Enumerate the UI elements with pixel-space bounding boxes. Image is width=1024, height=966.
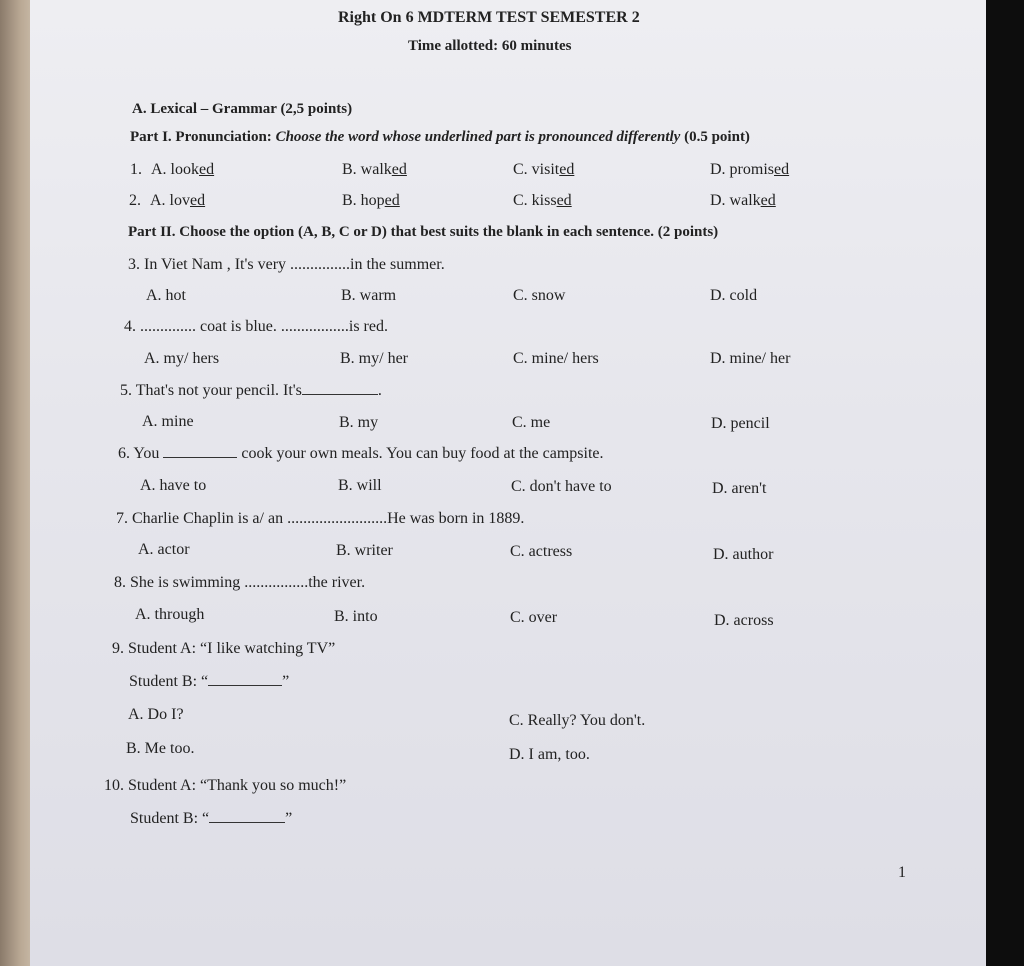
q9-option-c: C. Really? You don't.: [509, 712, 646, 729]
section-a-heading: A. Lexical – Grammar (2,5 points): [132, 101, 353, 117]
desk-background: [0, 0, 34, 966]
q5-option-d: D. pencil: [711, 415, 770, 432]
q8-option-b: B. into: [334, 608, 378, 625]
q4-option-d: D. mine/ her: [710, 350, 791, 367]
q2-b-text: B. hop: [342, 192, 385, 209]
q1-b-text: B. walk: [342, 161, 392, 178]
q1-c-text: C. visit: [513, 161, 560, 178]
q7-option-a: A. actor: [138, 541, 190, 558]
q1-b-underlined: ed: [391, 161, 407, 178]
exam-page: [30, 0, 986, 966]
q7-stem: 7. Charlie Chaplin is a/ an .........................He was born in 1889.: [116, 510, 525, 527]
q4-stem: 4. .............. coat is blue. .................is red.: [124, 318, 388, 335]
q5-option-a: A. mine: [142, 413, 194, 430]
q6-option-b: B. will: [338, 477, 382, 494]
q2-option-d: [710, 192, 776, 210]
q4-option-c: C. mine/ hers: [513, 350, 599, 367]
q1-option-b: [342, 161, 407, 179]
q5-stem-end: .: [377, 382, 382, 399]
q2-a-underlined: ed: [190, 192, 206, 209]
q1-option-c: [513, 161, 574, 179]
q9-option-d: D. I am, too.: [509, 746, 590, 763]
q5-stem-text: 5. That's not your pencil. It's: [120, 382, 302, 399]
q4-option-a: A. my/ hers: [144, 350, 220, 367]
q7-option-b: B. writer: [336, 542, 393, 559]
q9-option-a: A. Do I?: [128, 706, 184, 723]
q3-option-a: A. hot: [146, 287, 186, 304]
q6-option-c: C. don't have to: [511, 478, 612, 495]
q10-blank: [209, 822, 285, 823]
q10-stem: 10. Student A: “Thank you so much!”: [104, 777, 347, 794]
q3-option-b: B. warm: [341, 287, 397, 304]
q5-stem: [120, 382, 382, 400]
q2-b-underlined: ed: [384, 192, 400, 209]
q10-reply-suffix: ”: [285, 810, 293, 827]
q9-reply-suffix: ”: [282, 673, 290, 690]
q5-blank: [302, 394, 378, 395]
q1-a-underlined: ed: [199, 161, 215, 178]
q6-stem: [118, 445, 604, 463]
q1-d-text: D. promis: [710, 161, 774, 178]
page-number: 1: [898, 864, 906, 881]
q9-reply-prefix: Student B: “: [129, 673, 209, 690]
part1-instruction: Choose the word whose underlined part is pronounced differently: [275, 129, 681, 145]
dark-edge: [986, 0, 1024, 966]
time-allotted: Time allotted: 60 minutes: [408, 38, 572, 54]
q2-d-underlined: ed: [760, 192, 776, 209]
q10-reply-prefix: Student B: “: [130, 810, 210, 827]
q6-blank: [163, 457, 237, 458]
part1-heading: [130, 129, 750, 146]
q2-c-text: C. kiss: [513, 192, 557, 209]
q8-option-a: A. through: [135, 606, 205, 623]
q2-a-text: A. lov: [150, 192, 190, 209]
q9-stem: 9. Student A: “I like watching TV”: [112, 640, 336, 657]
q2-option-c: [513, 192, 572, 210]
q3-option-d: D. cold: [710, 287, 758, 304]
q2-d-text: D. walk: [710, 192, 761, 209]
q9-option-b: B. Me too.: [126, 740, 195, 757]
part2-heading: Part II. Choose the option (A, B, C or D) that best suits the blank in each sentence. (2 points): [128, 224, 719, 240]
q3-option-c: C. snow: [513, 287, 566, 304]
q6-option-a: A. have to: [140, 477, 207, 494]
part1-label: Part I. Pronunciation:: [130, 129, 272, 145]
q1-number: 1.: [130, 161, 142, 178]
exam-title: Right On 6 MDTERM TEST SEMESTER 2: [338, 9, 640, 26]
q8-stem: 8. She is swimming ................the river.: [114, 574, 366, 591]
q8-option-d: D. across: [714, 612, 774, 629]
q4-option-b: B. my/ her: [340, 350, 408, 367]
q5-option-b: B. my: [339, 414, 379, 431]
q9-reply: [129, 673, 289, 691]
q6-stem-text: 6. You: [118, 445, 160, 462]
q2-option-b: [342, 192, 400, 210]
q3-stem: 3. In Viet Nam , It's very ...............in the summer.: [128, 256, 445, 273]
q2-c-underlined: ed: [556, 192, 572, 209]
q10-reply: [130, 810, 292, 828]
q5-option-c: C. me: [512, 414, 551, 431]
q6-option-d: D. aren't: [712, 480, 767, 497]
q7-option-c: C. actress: [510, 543, 573, 560]
q6-stem-rest: cook your own meals. You can buy food at the campsite.: [241, 445, 604, 462]
q1-c-underlined: ed: [559, 161, 575, 178]
q9-blank: [208, 685, 282, 686]
q2-option-a: [150, 192, 205, 210]
q8-option-c: C. over: [510, 609, 558, 626]
q1-option-a: [151, 161, 214, 179]
q1-d-underlined: ed: [774, 161, 790, 178]
q1-a-text: A. look: [151, 161, 199, 178]
part1-points: (0.5 point): [684, 129, 750, 145]
q2-number: 2.: [129, 192, 141, 209]
q7-option-d: D. author: [713, 546, 774, 563]
q1-option-d: [710, 161, 789, 179]
